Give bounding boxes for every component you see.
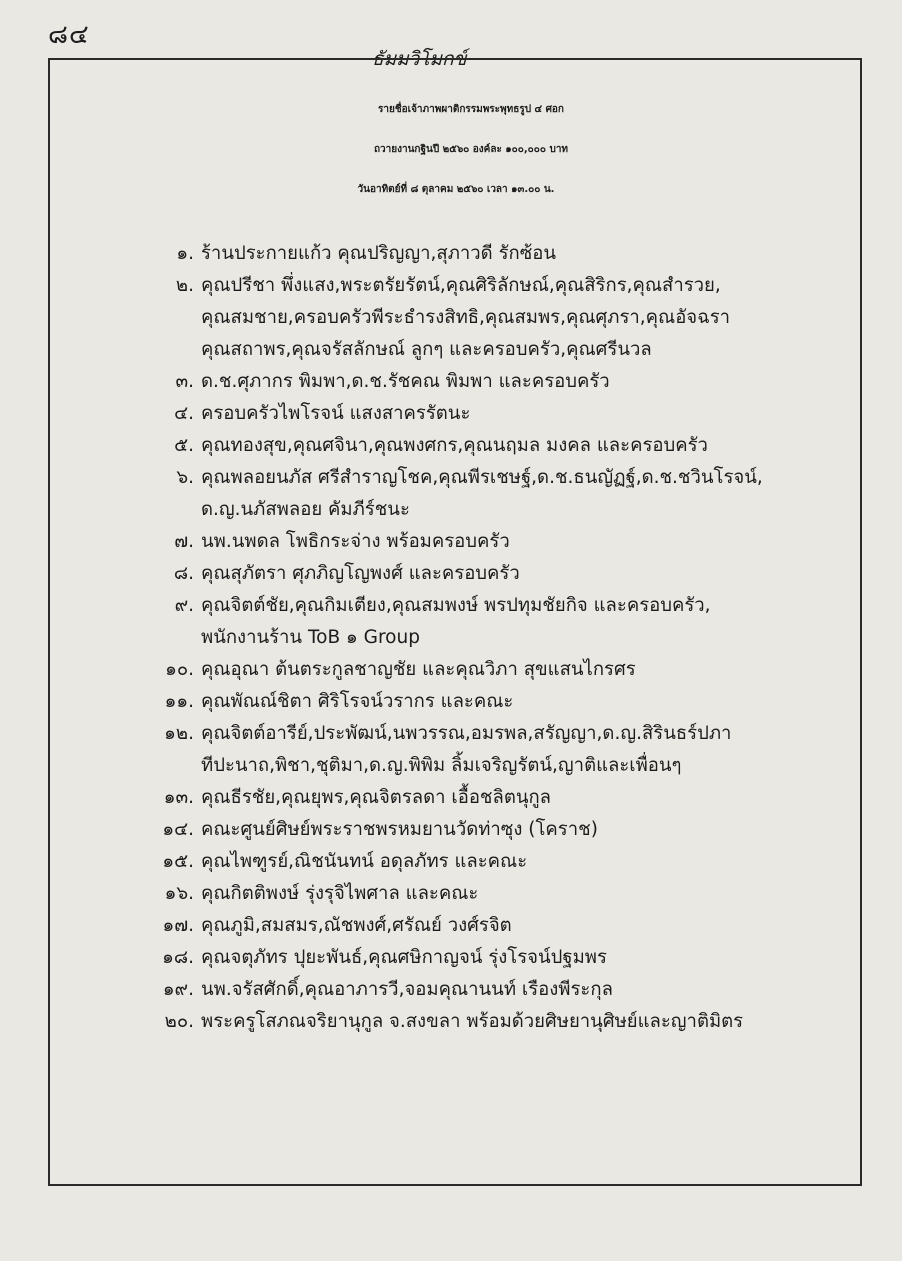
list-item-text: คุณอุณา ต้นตระกูลชาญชัย และคุณวิภา สุขแสนไกรศร [201, 659, 636, 680]
list-item-continuation: พนักงานร้าน ToB ๑ Group [201, 627, 420, 648]
list-item-number: ๔. [174, 403, 194, 424]
list-item-number: ๙. [174, 595, 194, 616]
list-item-number: ๖. [176, 467, 194, 488]
list-item [0, 654, 902, 686]
list-item-number: ๑. [176, 243, 194, 264]
list-item-text: นพ.นพดล โพธิกระจ่าง พร้อมครอบครัว [201, 531, 510, 552]
list-item [0, 910, 902, 942]
list-item-text: คุณสุภัตรา ศุภภิญโญพงศ์ และครอบครัว [201, 563, 520, 584]
list-item-text: พระครูโสภณจริยานุกูล จ.สงขลา พร้อมด้วยศิษยานุศิษย์และญาติมิตร [201, 1011, 744, 1032]
list-item-number: ๑๖. [164, 883, 194, 904]
list-item [0, 590, 902, 654]
list-item-number: ๕. [174, 435, 194, 456]
title-line-2: ถวายงานกฐินปี ๒๕๖๐ องค์ละ ๑๐๐,๐๐๐ บาท [373, 144, 569, 155]
list-item-number: ๑๕. [162, 851, 194, 872]
list-item-text: คุณกิตติพงษ์ รุ่งรุจิไพศาล และคณะ [201, 883, 479, 904]
list-item [0, 398, 902, 430]
list-item [0, 878, 902, 910]
list-item-number: ๑๒. [164, 723, 194, 744]
title-line-3: วันอาทิตย์ที่ ๘ ตุลาคม ๒๕๖๐ เวลา ๑๓.๐๐ น. [357, 184, 555, 195]
list-item-number: ๗. [174, 531, 194, 552]
list-item-text: คุณพัณณ์ชิตา ศิริโรจน์วรากร และคณะ [201, 691, 514, 712]
list-item [0, 430, 902, 462]
list-item [0, 270, 902, 366]
list-item-text: ร้านประกายแก้ว คุณปริญญา,สุภาวดี รักซ้อน [201, 243, 557, 264]
host-list [0, 238, 902, 1038]
list-item-text: คุณธีรชัย,คุณยุพร,คุณจิตรลดา เอื้อชลิตนุกูล [201, 787, 552, 808]
page-number: ๘๔ [48, 20, 90, 50]
list-item-text: คุณปรีชา พึ่งแสง,พระตรัยรัตน์,คุณศิริลักษณ์,คุณสิริกร,คุณสำรวย, [201, 275, 721, 296]
list-item [0, 942, 902, 974]
list-item [0, 1006, 902, 1038]
list-item [0, 462, 902, 526]
list-item-number: ๒. [175, 275, 194, 296]
list-item-text: นพ.จรัสศักดิ์,คุณอาภารวี,จอมคุณานนท์ เรืองพีระกุล [201, 979, 613, 1000]
list-item [0, 558, 902, 590]
title-block [0, 90, 902, 210]
list-item [0, 814, 902, 846]
list-item-number: ๑๗. [162, 915, 194, 936]
title-line-1: รายชื่อเจ้าภาพผาติกรรมพระพุทธรูป ๔ ศอก [378, 104, 564, 115]
list-item-number: ๑๙. [162, 979, 194, 1000]
list-item [0, 782, 902, 814]
list-item-number: ๓. [175, 371, 194, 392]
list-item-continuation: ทีปะนาถ,พิชา,ชุติมา,ด.ญ.พิพิม ลิ้มเจริญรัตน์,ญาติและเพื่อนๆ [201, 755, 682, 776]
list-item-text: คุณทองสุข,คุณศจินา,คุณพงศกร,คุณนฤมล มงคล และครอบครัว [201, 435, 708, 456]
list-item-text: คุณภูมิ,สมสมร,ณัชพงศ์,ศรัณย์ วงศ์รจิต [201, 915, 512, 936]
list-item-text: ครอบครัวไพโรจน์ แสงสาครรัตนะ [201, 403, 471, 424]
list-item-text: คุณพลอยนภัส ศรีสำราญโชค,คุณพีรเชษฐ์,ด.ช.ธนญัฏฐ์,ด.ช.ชวินโรจน์, [201, 467, 763, 488]
list-item [0, 686, 902, 718]
list-item [0, 238, 902, 270]
list-item [0, 526, 902, 558]
list-item-number: ๑๘. [162, 947, 194, 968]
list-item-continuation: คุณสมชาย,ครอบครัวพีระธำรงสิทธิ,คุณสมพร,คุณศุภรา,คุณอัจฉรา [201, 307, 731, 328]
list-item [0, 974, 902, 1006]
list-item-number: ๒๐. [164, 1011, 194, 1032]
list-item-number: ๑๑. [164, 691, 194, 712]
list-item [0, 846, 902, 878]
list-item-number: ๘. [173, 563, 194, 584]
list-item [0, 718, 902, 782]
list-item-text: ด.ช.ศุภากร พิมพา,ด.ช.รัชคณ พิมพา และครอบครัว [201, 371, 610, 392]
list-item [0, 366, 902, 398]
list-item-continuation: คุณสถาพร,คุณจรัสลักษณ์ ลูกๆ และครอบครัว,คุณศรีนวล [201, 339, 652, 360]
list-item-text: คุณจตุภัทร ปุยะพันธ์,คุณศษิกาญจน์ รุ่งโรจน์ปฐมพร [201, 947, 607, 968]
running-header: ธัมมวิโมกข์ [372, 48, 467, 70]
list-item-text: คณะศูนย์ศิษย์พระราชพรหมยานวัดท่าซุง (โคราช) [201, 819, 598, 840]
list-item-text: คุณจิตต์ชัย,คุณกิมเตียง,คุณสมพงษ์ พรปทุมชัยกิจ และครอบครัว, [201, 595, 711, 616]
list-item-number: ๑๔. [162, 819, 194, 840]
list-item-text: คุณไพฑูรย์,ณิชนันทน์ อดุลภัทร และคณะ [201, 851, 528, 872]
list-item-continuation: ด.ญ.นภัสพลอย คัมภีร์ชนะ [201, 499, 410, 520]
list-item-number: ๑๐. [165, 659, 194, 680]
list-item-text: คุณจิตต์อารีย์,ประพัฒน์,นพวรรณ,อมรพล,สรัญญา,ด.ญ.สิรินธร์ปภา [201, 723, 732, 744]
list-item-number: ๑๓. [163, 787, 194, 808]
